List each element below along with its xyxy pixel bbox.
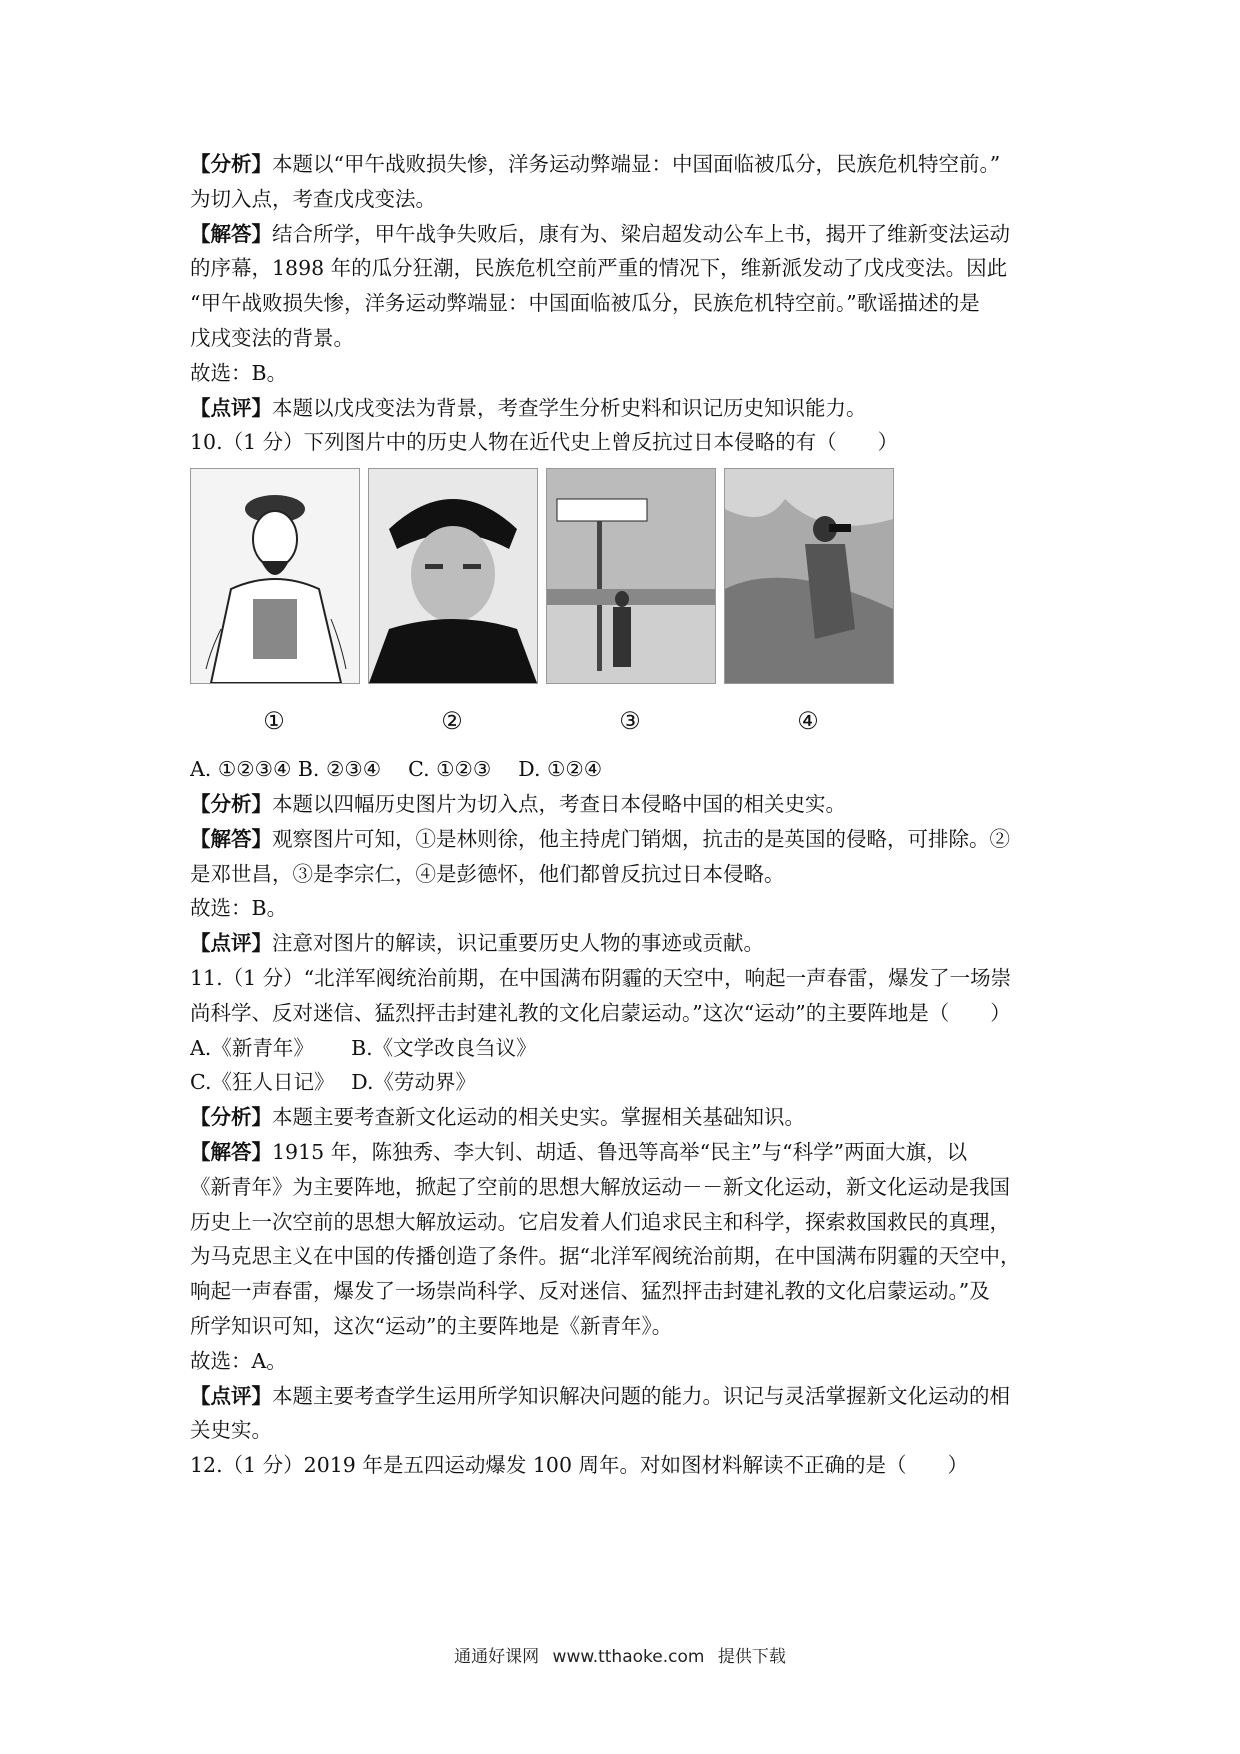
figure-2-label: ② — [441, 707, 463, 736]
q9-answer-line-1 — [190, 217, 1070, 252]
figure-4-label: ④ — [797, 707, 819, 736]
q11-answer-text: 1915 年，陈独秀、李大钊、胡适、鲁迅等高举“民主”与“科学”两面大旗，以 — [272, 1139, 968, 1164]
q9-comment-text: 本题以戊戌变法为背景，考查学生分析史料和识记历史知识能力。 — [272, 395, 867, 420]
analysis-label: 【分析】 — [190, 152, 272, 176]
q10-figures — [190, 462, 1070, 752]
figure-4-image — [724, 468, 894, 684]
answer-label: 【解答】 — [190, 1139, 272, 1164]
figure-1-label: ① — [263, 707, 285, 736]
document-body — [190, 147, 1070, 1483]
figure-3-label: ③ — [619, 707, 641, 736]
figure-1 — [190, 468, 360, 736]
q10-answer-line-2: 是邓世昌，③是李宗仁，④是彭德怀，他们都曾反抗过日本侵略。 — [190, 861, 785, 886]
answer-label: 【解答】 — [190, 221, 272, 246]
q11-stem-line-1: 11.（1 分）“北洋军阀统治前期，在中国满布阴霾的天空中，响起一声春雷，爆发了一场崇 — [190, 965, 1012, 990]
q12-stem: 12.（1 分）2019 年是五四运动爆发 100 周年。对如图材料解读不正确的是（ ） — [190, 1453, 969, 1478]
figure-2-image — [368, 468, 538, 684]
comment-label: 【点评】 — [190, 395, 272, 420]
q9-analysis-text: 本题以“甲午战败损失惨，洋务运动弊端显：中国面临被瓜分，民族危机特空前。” — [272, 152, 1001, 176]
footer-site-name: 通通好课网 — [454, 1647, 540, 1667]
q10-stem: 10.（1 分）下列图片中的历史人物在近代史上曾反抗过日本侵略的有（ ） — [190, 430, 899, 455]
comment-label: 【点评】 — [190, 1383, 272, 1408]
q11-options-line-1: A.《新青年》 B.《文学改良刍议》 — [190, 1035, 537, 1060]
figure-2 — [368, 468, 538, 736]
figure-4 — [724, 468, 894, 736]
figure-3-image — [546, 468, 716, 684]
q11-answer-line-6: 所学知识可知，这次“运动”的主要阵地是《新青年》。 — [190, 1313, 673, 1338]
analysis-label: 【分析】 — [190, 791, 272, 816]
q9-answer-line-4: 戊戌变法的背景。 — [190, 325, 354, 350]
q9-analysis-line-2: 为切入点，考查戊戌变法。 — [190, 186, 436, 211]
q11-answer-line-5: 响起一声春雷，爆发了一场崇尚科学、反对迷信、猛烈抨击封建礼教的文化启蒙运动。”及 — [190, 1279, 990, 1304]
q10-choice: 故选：B。 — [190, 896, 288, 921]
q10-comment-text: 注意对图片的解读，识记重要历史人物的事迹或贡献。 — [272, 931, 764, 956]
q10-answer-text: 观察图片可知，①是林则徐，他主持虎门销烟，抗击的是英国的侵略，可排除。② — [272, 826, 1010, 851]
q11-comment-text: 本题主要考查学生运用所学知识解决问题的能力。识记与灵活掌握新文化运动的相 — [272, 1383, 1010, 1408]
q11-analysis — [190, 1100, 1070, 1135]
q10-comment — [190, 926, 1070, 961]
q9-answer-text: 结合所学，甲午战争失败后，康有为、梁启超发动公车上书，揭开了维新变法运动 — [272, 221, 1010, 246]
figure-3 — [546, 468, 716, 736]
q11-choice: 故选：A。 — [190, 1348, 287, 1373]
footer-url[interactable]: www.tthaoke.com — [552, 1647, 705, 1667]
q11-options-line-2: C.《狂人日记》 D.《劳动界》 — [190, 1070, 476, 1095]
q10-analysis — [190, 787, 1070, 822]
q11-comment-line-1 — [190, 1379, 1070, 1414]
q9-comment — [190, 391, 1070, 426]
q11-answer-line-4: 为马克思主义在中国的传播创造了条件。据“北洋军阀统治前期，在中国满布阴霾的天空中， — [190, 1244, 1021, 1269]
answer-label: 【解答】 — [190, 826, 272, 851]
q9-choice: 故选：B。 — [190, 360, 288, 385]
footer-suffix: 提供下载 — [717, 1647, 786, 1667]
q10-options: A. ①②③④ B. ②③④ C. ①②③ D. ①②④ — [190, 757, 603, 782]
q9-answer-line-3: “甲午战败损失惨，洋务运动弊端显：中国面临被瓜分，民族危机特空前。”歌谣描述的是 — [190, 291, 980, 316]
q10-analysis-text: 本题以四幅历史图片为切入点，考查日本侵略中国的相关史实。 — [272, 791, 846, 816]
comment-label: 【点评】 — [190, 931, 272, 956]
figure-1-image — [190, 468, 360, 684]
q10-answer-line-1 — [190, 822, 1070, 857]
q9-analysis-line-1 — [190, 147, 1070, 182]
page-footer — [0, 1642, 1240, 1667]
analysis-label: 【分析】 — [190, 1105, 272, 1130]
q11-answer-line-3: 历史上一次空前的思想大解放运动。它启发着人们追求民主和科学，探索救国救民的真理， — [190, 1209, 1010, 1234]
q9-answer-line-2: 的序幕，1898 年的瓜分狂潮，民族危机空前严重的情况下，维新派发动了戊戌变法。因此 — [190, 256, 1008, 281]
q11-answer-line-2: 《新青年》为主要阵地，掀起了空前的思想大解放运动－－新文化运动，新文化运动是我国 — [190, 1174, 1010, 1199]
q11-stem-line-2: 尚科学、反对迷信、猛烈抨击封建礼教的文化启蒙运动。”这次“运动”的主要阵地是（ ） — [190, 1000, 1011, 1025]
q11-answer-line-1 — [190, 1135, 1070, 1170]
q11-analysis-text: 本题主要考查新文化运动的相关史实。掌握相关基础知识。 — [272, 1105, 805, 1130]
q11-comment-line-2: 关史实。 — [190, 1418, 272, 1443]
